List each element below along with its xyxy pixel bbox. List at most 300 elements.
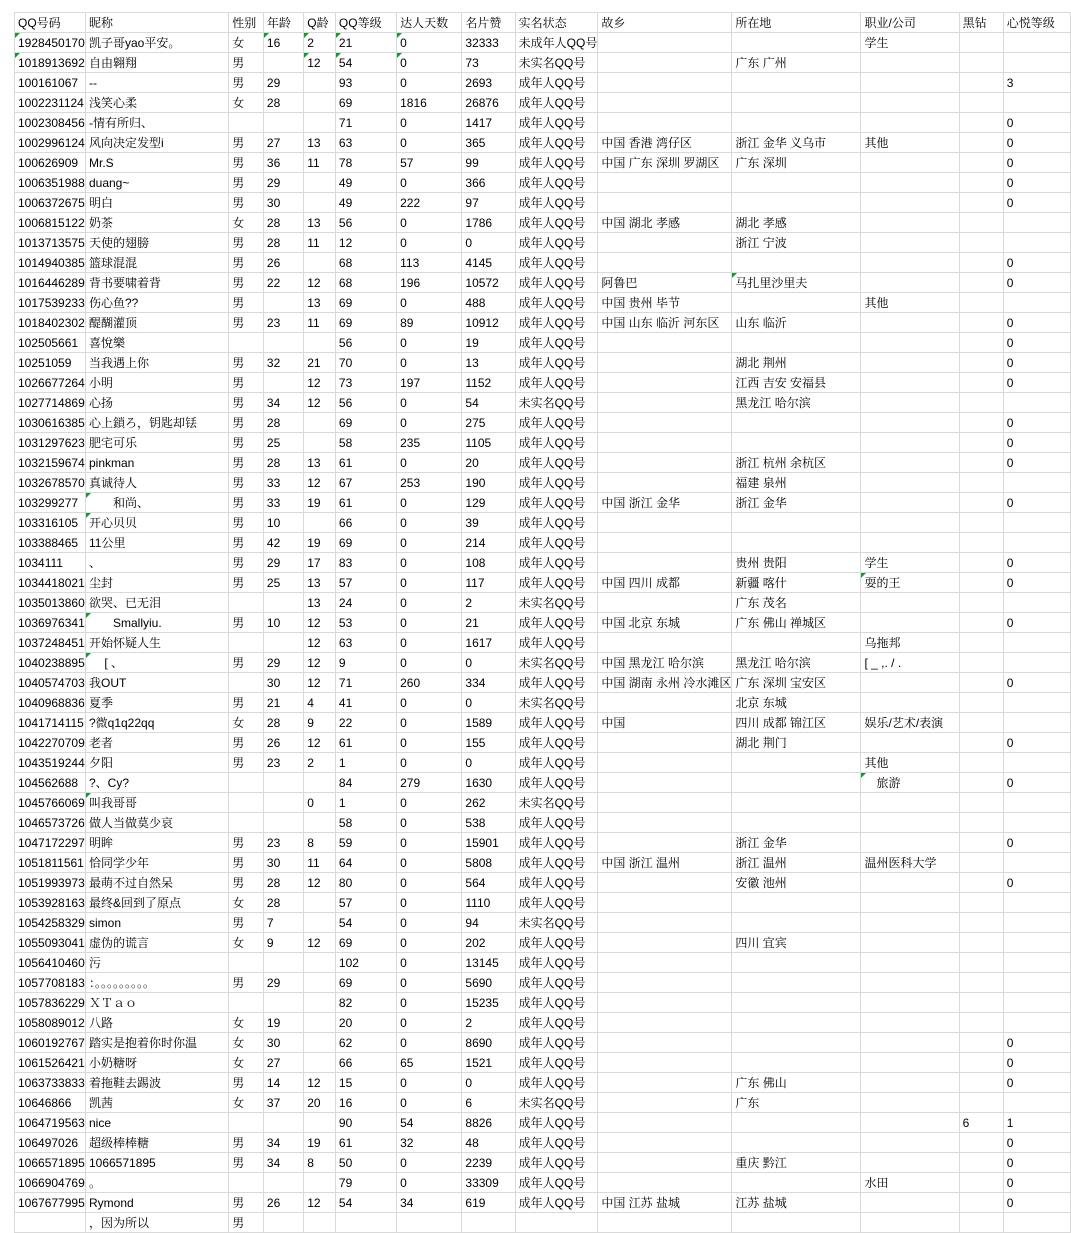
cell-qage[interactable] xyxy=(304,593,336,613)
cell-age[interactable] xyxy=(263,813,303,833)
cell-zan[interactable] xyxy=(462,853,515,873)
cell-qq[interactable] xyxy=(15,793,86,813)
cell-daren[interactable] xyxy=(397,673,462,693)
cell-zan[interactable] xyxy=(462,753,515,773)
cell-hz[interactable] xyxy=(959,993,1003,1013)
cell-loc[interactable] xyxy=(732,1053,861,1073)
cell-nick[interactable] xyxy=(85,113,228,133)
cell-loc[interactable] xyxy=(732,1133,861,1153)
cell-home[interactable] xyxy=(598,673,732,693)
cell-lvl[interactable] xyxy=(335,753,396,773)
cell-qq[interactable] xyxy=(15,953,86,973)
cell-home[interactable] xyxy=(598,753,732,773)
cell-age[interactable] xyxy=(263,133,303,153)
cell-sex[interactable] xyxy=(229,113,264,133)
cell-hz[interactable] xyxy=(959,193,1003,213)
cell-sex[interactable] xyxy=(229,773,264,793)
cell-job[interactable] xyxy=(861,733,959,753)
cell-qage[interactable] xyxy=(304,1113,336,1133)
cell-real[interactable] xyxy=(515,233,598,253)
cell-qq[interactable] xyxy=(15,1053,86,1073)
cell-job[interactable] xyxy=(861,293,959,313)
cell-daren[interactable] xyxy=(397,473,462,493)
cell-real[interactable] xyxy=(515,753,598,773)
cell-hz[interactable] xyxy=(959,933,1003,953)
cell-qage[interactable] xyxy=(304,1193,336,1213)
cell-real[interactable] xyxy=(515,313,598,333)
cell-age[interactable] xyxy=(263,753,303,773)
cell-lvl[interactable] xyxy=(335,613,396,633)
cell-daren[interactable] xyxy=(397,1033,462,1053)
cell-zan[interactable] xyxy=(462,913,515,933)
cell-age[interactable] xyxy=(263,153,303,173)
cell-home[interactable] xyxy=(598,553,732,573)
cell-age[interactable] xyxy=(263,1133,303,1153)
cell-zan[interactable] xyxy=(462,133,515,153)
cell-lvl[interactable] xyxy=(335,913,396,933)
cell-hz[interactable] xyxy=(959,613,1003,633)
cell-sex[interactable] xyxy=(229,993,264,1013)
cell-job[interactable] xyxy=(861,393,959,413)
cell-home[interactable] xyxy=(598,373,732,393)
cell-daren[interactable] xyxy=(397,853,462,873)
cell-loc[interactable] xyxy=(732,313,861,333)
cell-job[interactable] xyxy=(861,1173,959,1193)
cell-xy[interactable] xyxy=(1003,1193,1070,1213)
cell-job[interactable] xyxy=(861,413,959,433)
cell-qq[interactable] xyxy=(15,353,86,373)
cell-real[interactable] xyxy=(515,893,598,913)
cell-sex[interactable] xyxy=(229,1053,264,1073)
cell-hz[interactable] xyxy=(959,553,1003,573)
cell-lvl[interactable] xyxy=(335,133,396,153)
cell-hz[interactable] xyxy=(959,1073,1003,1093)
cell-hz[interactable] xyxy=(959,333,1003,353)
cell-age[interactable] xyxy=(263,633,303,653)
cell-age[interactable] xyxy=(263,833,303,853)
cell-home[interactable] xyxy=(598,733,732,753)
cell-qq[interactable] xyxy=(15,753,86,773)
cell-qq[interactable] xyxy=(15,833,86,853)
cell-loc[interactable] xyxy=(732,433,861,453)
cell-sex[interactable] xyxy=(229,573,264,593)
cell-nick[interactable] xyxy=(85,593,228,613)
column-header-age[interactable]: 年龄 xyxy=(263,13,303,33)
cell-nick[interactable] xyxy=(85,573,228,593)
cell-zan[interactable] xyxy=(462,53,515,73)
cell-zan[interactable] xyxy=(462,513,515,533)
cell-lvl[interactable] xyxy=(335,533,396,553)
cell-xy[interactable] xyxy=(1003,273,1070,293)
cell-sex[interactable] xyxy=(229,513,264,533)
cell-nick[interactable] xyxy=(85,873,228,893)
cell-qq[interactable] xyxy=(15,693,86,713)
cell-nick[interactable] xyxy=(85,233,228,253)
column-header-sex[interactable]: 性别 xyxy=(229,13,264,33)
cell-job[interactable] xyxy=(861,113,959,133)
cell-real[interactable] xyxy=(515,433,598,453)
cell-nick[interactable] xyxy=(85,833,228,853)
cell-nick[interactable] xyxy=(85,1193,228,1213)
cell-xy[interactable] xyxy=(1003,553,1070,573)
cell-daren[interactable] xyxy=(397,873,462,893)
cell-sex[interactable] xyxy=(229,1213,264,1233)
cell-sex[interactable] xyxy=(229,433,264,453)
cell-sex[interactable] xyxy=(229,873,264,893)
cell-qq[interactable] xyxy=(15,853,86,873)
cell-nick[interactable] xyxy=(85,1113,228,1133)
cell-qage[interactable] xyxy=(304,93,336,113)
cell-home[interactable] xyxy=(598,573,732,593)
cell-home[interactable] xyxy=(598,393,732,413)
cell-job[interactable] xyxy=(861,1073,959,1093)
cell-hz[interactable] xyxy=(959,1173,1003,1193)
cell-real[interactable] xyxy=(515,613,598,633)
cell-daren[interactable] xyxy=(397,433,462,453)
cell-nick[interactable] xyxy=(85,413,228,433)
cell-loc[interactable] xyxy=(732,613,861,633)
cell-hz[interactable] xyxy=(959,33,1003,53)
cell-home[interactable] xyxy=(598,273,732,293)
cell-sex[interactable] xyxy=(229,93,264,113)
cell-nick[interactable] xyxy=(85,153,228,173)
cell-zan[interactable] xyxy=(462,453,515,473)
cell-qq[interactable] xyxy=(15,973,86,993)
cell-daren[interactable] xyxy=(397,1013,462,1033)
cell-nick[interactable] xyxy=(85,453,228,473)
cell-qage[interactable] xyxy=(304,633,336,653)
cell-sex[interactable] xyxy=(229,73,264,93)
cell-home[interactable] xyxy=(598,413,732,433)
cell-qage[interactable] xyxy=(304,573,336,593)
cell-qage[interactable] xyxy=(304,413,336,433)
cell-real[interactable] xyxy=(515,333,598,353)
cell-daren[interactable] xyxy=(397,413,462,433)
cell-xy[interactable] xyxy=(1003,733,1070,753)
cell-lvl[interactable] xyxy=(335,353,396,373)
cell-home[interactable] xyxy=(598,713,732,733)
cell-hz[interactable] xyxy=(959,573,1003,593)
cell-real[interactable] xyxy=(515,513,598,533)
cell-sex[interactable] xyxy=(229,1013,264,1033)
cell-lvl[interactable] xyxy=(335,993,396,1013)
cell-nick[interactable] xyxy=(85,393,228,413)
cell-xy[interactable] xyxy=(1003,813,1070,833)
cell-age[interactable] xyxy=(263,353,303,373)
cell-lvl[interactable] xyxy=(335,633,396,653)
cell-loc[interactable] xyxy=(732,173,861,193)
cell-daren[interactable] xyxy=(397,533,462,553)
cell-nick[interactable] xyxy=(85,793,228,813)
cell-nick[interactable] xyxy=(85,1073,228,1093)
cell-home[interactable] xyxy=(598,453,732,473)
cell-hz[interactable] xyxy=(959,93,1003,113)
cell-xy[interactable] xyxy=(1003,133,1070,153)
cell-nick[interactable] xyxy=(85,733,228,753)
cell-zan[interactable] xyxy=(462,973,515,993)
cell-job[interactable] xyxy=(861,533,959,553)
cell-qage[interactable] xyxy=(304,533,336,553)
cell-daren[interactable] xyxy=(397,753,462,773)
cell-age[interactable] xyxy=(263,613,303,633)
cell-qq[interactable] xyxy=(15,1153,86,1173)
cell-real[interactable] xyxy=(515,633,598,653)
cell-loc[interactable] xyxy=(732,973,861,993)
cell-qq[interactable] xyxy=(15,773,86,793)
cell-job[interactable] xyxy=(861,373,959,393)
cell-real[interactable] xyxy=(515,973,598,993)
cell-real[interactable] xyxy=(515,93,598,113)
cell-job[interactable] xyxy=(861,1193,959,1213)
cell-home[interactable] xyxy=(598,253,732,273)
cell-loc[interactable] xyxy=(732,693,861,713)
cell-age[interactable] xyxy=(263,733,303,753)
cell-nick[interactable] xyxy=(85,1153,228,1173)
cell-age[interactable] xyxy=(263,93,303,113)
cell-loc[interactable] xyxy=(732,513,861,533)
cell-sex[interactable] xyxy=(229,653,264,673)
cell-lvl[interactable] xyxy=(335,1053,396,1073)
cell-lvl[interactable] xyxy=(335,793,396,813)
cell-zan[interactable] xyxy=(462,613,515,633)
cell-age[interactable] xyxy=(263,293,303,313)
cell-qq[interactable] xyxy=(15,273,86,293)
cell-job[interactable] xyxy=(861,1013,959,1033)
cell-job[interactable] xyxy=(861,993,959,1013)
cell-zan[interactable] xyxy=(462,353,515,373)
cell-real[interactable] xyxy=(515,733,598,753)
cell-real[interactable] xyxy=(515,713,598,733)
cell-real[interactable] xyxy=(515,153,598,173)
cell-sex[interactable] xyxy=(229,273,264,293)
cell-lvl[interactable] xyxy=(335,233,396,253)
cell-qage[interactable] xyxy=(304,1213,336,1233)
cell-daren[interactable] xyxy=(397,593,462,613)
cell-zan[interactable] xyxy=(462,313,515,333)
cell-lvl[interactable] xyxy=(335,673,396,693)
cell-qq[interactable] xyxy=(15,293,86,313)
cell-home[interactable] xyxy=(598,1173,732,1193)
cell-loc[interactable] xyxy=(732,893,861,913)
cell-daren[interactable] xyxy=(397,1193,462,1213)
cell-nick[interactable] xyxy=(85,373,228,393)
cell-xy[interactable] xyxy=(1003,1133,1070,1153)
cell-zan[interactable] xyxy=(462,833,515,853)
cell-qage[interactable] xyxy=(304,1053,336,1073)
cell-zan[interactable] xyxy=(462,793,515,813)
cell-job[interactable] xyxy=(861,1033,959,1053)
column-header-zan[interactable]: 名片赞 xyxy=(462,13,515,33)
cell-real[interactable] xyxy=(515,1013,598,1033)
cell-loc[interactable] xyxy=(732,1173,861,1193)
cell-lvl[interactable] xyxy=(335,293,396,313)
cell-real[interactable] xyxy=(515,133,598,153)
cell-hz[interactable] xyxy=(959,793,1003,813)
cell-home[interactable] xyxy=(598,293,732,313)
cell-hz[interactable] xyxy=(959,393,1003,413)
cell-lvl[interactable] xyxy=(335,553,396,573)
cell-nick[interactable] xyxy=(85,973,228,993)
cell-qage[interactable] xyxy=(304,773,336,793)
cell-daren[interactable] xyxy=(397,833,462,853)
cell-age[interactable] xyxy=(263,1153,303,1173)
cell-real[interactable] xyxy=(515,1053,598,1073)
cell-age[interactable] xyxy=(263,513,303,533)
column-header-loc[interactable]: 所在地 xyxy=(732,13,861,33)
cell-zan[interactable] xyxy=(462,153,515,173)
cell-lvl[interactable] xyxy=(335,273,396,293)
cell-daren[interactable] xyxy=(397,1153,462,1173)
cell-nick[interactable] xyxy=(85,93,228,113)
cell-qage[interactable] xyxy=(304,253,336,273)
cell-daren[interactable] xyxy=(397,1053,462,1073)
cell-age[interactable] xyxy=(263,773,303,793)
cell-loc[interactable] xyxy=(732,1013,861,1033)
cell-real[interactable] xyxy=(515,793,598,813)
cell-loc[interactable] xyxy=(732,953,861,973)
cell-job[interactable] xyxy=(861,793,959,813)
cell-sex[interactable] xyxy=(229,793,264,813)
cell-lvl[interactable] xyxy=(335,953,396,973)
cell-age[interactable] xyxy=(263,193,303,213)
cell-loc[interactable] xyxy=(732,73,861,93)
cell-xy[interactable] xyxy=(1003,153,1070,173)
cell-real[interactable] xyxy=(515,293,598,313)
cell-zan[interactable] xyxy=(462,233,515,253)
cell-loc[interactable] xyxy=(732,993,861,1013)
cell-xy[interactable] xyxy=(1003,673,1070,693)
cell-xy[interactable] xyxy=(1003,73,1070,93)
cell-zan[interactable] xyxy=(462,1193,515,1213)
cell-nick[interactable] xyxy=(85,433,228,453)
cell-xy[interactable] xyxy=(1003,653,1070,673)
cell-zan[interactable] xyxy=(462,273,515,293)
cell-hz[interactable] xyxy=(959,53,1003,73)
cell-sex[interactable] xyxy=(229,913,264,933)
cell-zan[interactable] xyxy=(462,1133,515,1153)
cell-qage[interactable] xyxy=(304,893,336,913)
cell-job[interactable] xyxy=(861,193,959,213)
cell-loc[interactable] xyxy=(732,773,861,793)
cell-daren[interactable] xyxy=(397,233,462,253)
cell-qq[interactable] xyxy=(15,713,86,733)
cell-loc[interactable] xyxy=(732,473,861,493)
cell-job[interactable] xyxy=(861,933,959,953)
cell-daren[interactable] xyxy=(397,153,462,173)
cell-loc[interactable] xyxy=(732,1153,861,1173)
cell-sex[interactable] xyxy=(229,933,264,953)
cell-daren[interactable] xyxy=(397,513,462,533)
cell-xy[interactable] xyxy=(1003,493,1070,513)
cell-real[interactable] xyxy=(515,1133,598,1153)
cell-nick[interactable] xyxy=(85,613,228,633)
cell-qage[interactable] xyxy=(304,1073,336,1093)
cell-hz[interactable] xyxy=(959,113,1003,133)
cell-qage[interactable] xyxy=(304,353,336,373)
cell-qq[interactable] xyxy=(15,733,86,753)
cell-sex[interactable] xyxy=(229,893,264,913)
cell-zan[interactable] xyxy=(462,993,515,1013)
cell-loc[interactable] xyxy=(732,873,861,893)
cell-loc[interactable] xyxy=(732,793,861,813)
cell-age[interactable] xyxy=(263,253,303,273)
cell-daren[interactable] xyxy=(397,373,462,393)
cell-qq[interactable] xyxy=(15,473,86,493)
cell-age[interactable] xyxy=(263,1053,303,1073)
cell-xy[interactable] xyxy=(1003,253,1070,273)
cell-lvl[interactable] xyxy=(335,1173,396,1193)
cell-loc[interactable] xyxy=(732,273,861,293)
cell-age[interactable] xyxy=(263,493,303,513)
cell-daren[interactable] xyxy=(397,93,462,113)
cell-sex[interactable] xyxy=(229,1133,264,1153)
cell-qq[interactable] xyxy=(15,633,86,653)
cell-home[interactable] xyxy=(598,913,732,933)
cell-sex[interactable] xyxy=(229,293,264,313)
cell-qage[interactable] xyxy=(304,153,336,173)
cell-zan[interactable] xyxy=(462,533,515,553)
cell-xy[interactable] xyxy=(1003,433,1070,453)
cell-age[interactable] xyxy=(263,393,303,413)
cell-real[interactable] xyxy=(515,393,598,413)
cell-daren[interactable] xyxy=(397,793,462,813)
cell-lvl[interactable] xyxy=(335,413,396,433)
cell-loc[interactable] xyxy=(732,33,861,53)
cell-real[interactable] xyxy=(515,413,598,433)
cell-qq[interactable] xyxy=(15,1113,86,1133)
cell-zan[interactable] xyxy=(462,253,515,273)
cell-daren[interactable] xyxy=(397,493,462,513)
cell-age[interactable] xyxy=(263,913,303,933)
cell-zan[interactable] xyxy=(462,713,515,733)
cell-job[interactable] xyxy=(861,713,959,733)
cell-home[interactable] xyxy=(598,1153,732,1173)
cell-sex[interactable] xyxy=(229,253,264,273)
cell-age[interactable] xyxy=(263,993,303,1013)
cell-home[interactable] xyxy=(598,173,732,193)
cell-home[interactable] xyxy=(598,773,732,793)
cell-sex[interactable] xyxy=(229,713,264,733)
cell-home[interactable] xyxy=(598,1133,732,1153)
cell-xy[interactable] xyxy=(1003,933,1070,953)
cell-zan[interactable] xyxy=(462,93,515,113)
cell-hz[interactable] xyxy=(959,373,1003,393)
cell-real[interactable] xyxy=(515,453,598,473)
cell-loc[interactable] xyxy=(732,713,861,733)
cell-home[interactable] xyxy=(598,813,732,833)
cell-qq[interactable] xyxy=(15,873,86,893)
cell-xy[interactable] xyxy=(1003,1033,1070,1053)
cell-job[interactable] xyxy=(861,473,959,493)
cell-zan[interactable] xyxy=(462,113,515,133)
cell-zan[interactable] xyxy=(462,1053,515,1073)
cell-sex[interactable] xyxy=(229,1113,264,1133)
cell-lvl[interactable] xyxy=(335,173,396,193)
cell-qq[interactable] xyxy=(15,553,86,573)
cell-loc[interactable] xyxy=(732,253,861,273)
cell-loc[interactable] xyxy=(732,1033,861,1053)
cell-hz[interactable] xyxy=(959,633,1003,653)
cell-daren[interactable] xyxy=(397,773,462,793)
cell-zan[interactable] xyxy=(462,653,515,673)
cell-sex[interactable] xyxy=(229,833,264,853)
cell-daren[interactable] xyxy=(397,113,462,133)
cell-daren[interactable] xyxy=(397,333,462,353)
cell-daren[interactable] xyxy=(397,1173,462,1193)
cell-qq[interactable] xyxy=(15,913,86,933)
cell-qq[interactable] xyxy=(15,113,86,133)
cell-lvl[interactable] xyxy=(335,713,396,733)
